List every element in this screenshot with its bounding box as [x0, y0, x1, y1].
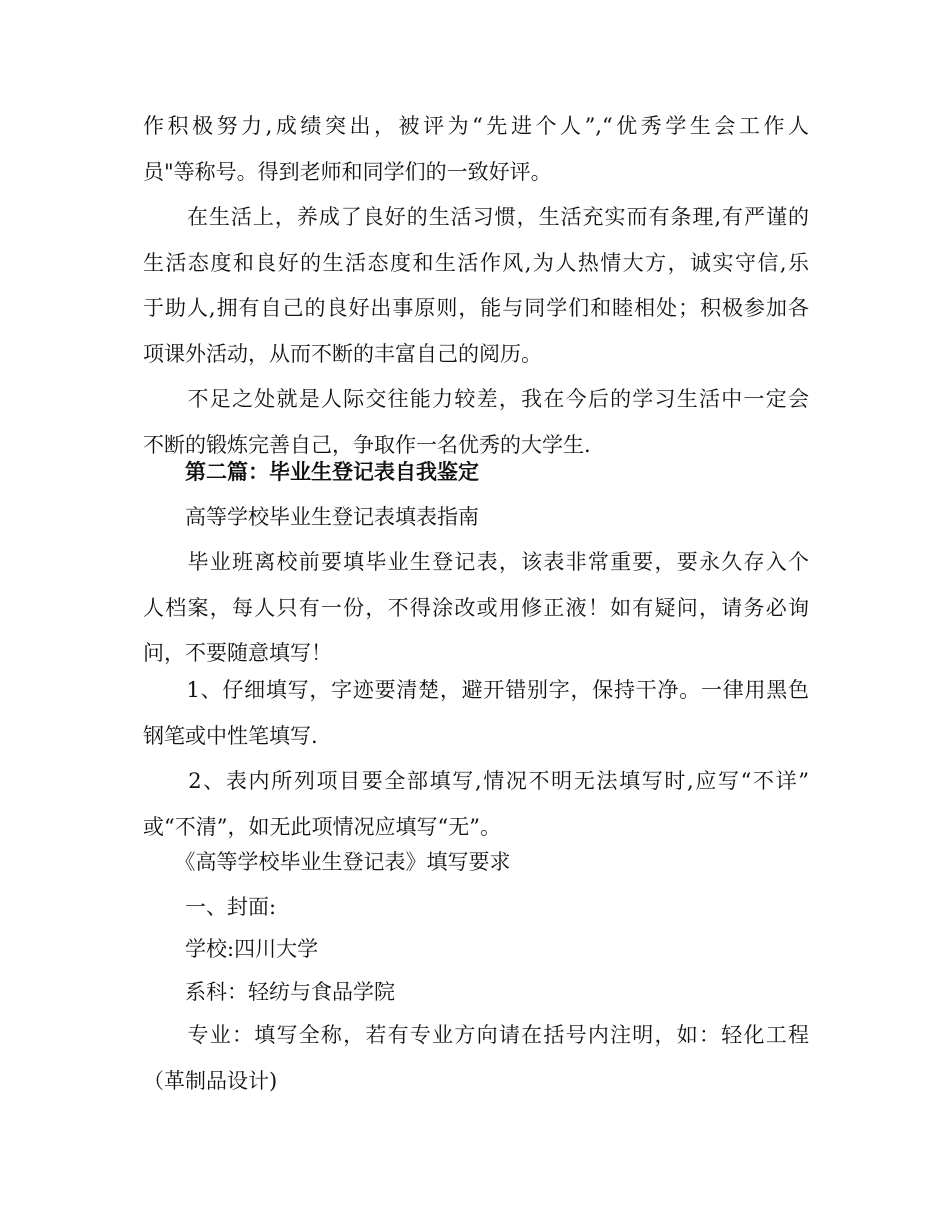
text-line: 毕业班离校前要填毕业生登记表，该表非常重要，要永久存入个 [143, 550, 809, 574]
text-line: 问，不要随意填写！ [143, 641, 332, 665]
text-line: 钢笔或中性笔填写. [143, 723, 318, 748]
text-line: 项课外活动，从而不断的丰富自己的阅历。 [143, 341, 542, 366]
text-line: 2、表内所列项目要全部填写,情况不明无法填写时,应写“不详” [143, 769, 809, 793]
text-line: 专业：填写全称，若有专业方向请在括号内注明，如：轻化工程 [143, 1023, 809, 1047]
text-line: 《高等学校毕业生登记表》填写要求 [143, 850, 511, 874]
text-line: 不足之处就是人际交往能力较差，我在今后的学习生活中一定会 [143, 387, 809, 411]
paragraph-guide-intro [143, 540, 809, 677]
guide-title [143, 495, 809, 541]
field-school [143, 927, 809, 973]
text-line: 于助人,拥有自己的良好出事原则，能与同学们和睦相处；积极参加各 [143, 296, 809, 320]
text-line: 学校:四川大学 [143, 937, 319, 961]
text-line: 一、封面: [143, 895, 277, 919]
text-line: 在生活上，养成了良好的生活习惯，生活充实而有条理,有严谨的 [143, 205, 809, 229]
text-line: 系科：轻纺与食品学院 [143, 980, 395, 1004]
paragraph-guide-item-1 [143, 668, 809, 759]
text-line: 或“不清”，如无此项情况应填写“无”。 [143, 814, 501, 839]
text-line: 不断的锻炼完善自己，争取作一名优秀的大学生. [143, 432, 591, 457]
paragraph-achievements [143, 104, 809, 195]
text-line: 生活态度和良好的生活态度和生活作风,为人热情大方，诚实守信,乐 [143, 250, 809, 275]
text-line: 作积极努力,成绩突出，被评为“先进个人”,“优秀学生会工作人 [143, 114, 809, 138]
paragraph-life [143, 195, 809, 377]
field-department [143, 970, 809, 1016]
requirements-title [143, 840, 809, 886]
paragraph-guide-item-2 [143, 759, 809, 850]
text-line: 人档案，每人只有一份，不得涂改或用修正液！如有疑问，请务必询 [143, 595, 809, 620]
cover-heading [143, 885, 809, 931]
field-major [143, 1013, 809, 1104]
text-line: 高等学校毕业生登记表填表指南 [143, 505, 479, 529]
text-line: 员"等称号。得到老师和同学们的一致好评。 [143, 159, 552, 184]
section-heading: 第二篇：毕业生登记表自我鉴定 [185, 460, 479, 484]
text-line: 1、仔细填写，字迹要清楚，避开错别字，保持干净。一律用黑色 [143, 678, 809, 702]
text-line: （革制品设计) [143, 1068, 278, 1093]
